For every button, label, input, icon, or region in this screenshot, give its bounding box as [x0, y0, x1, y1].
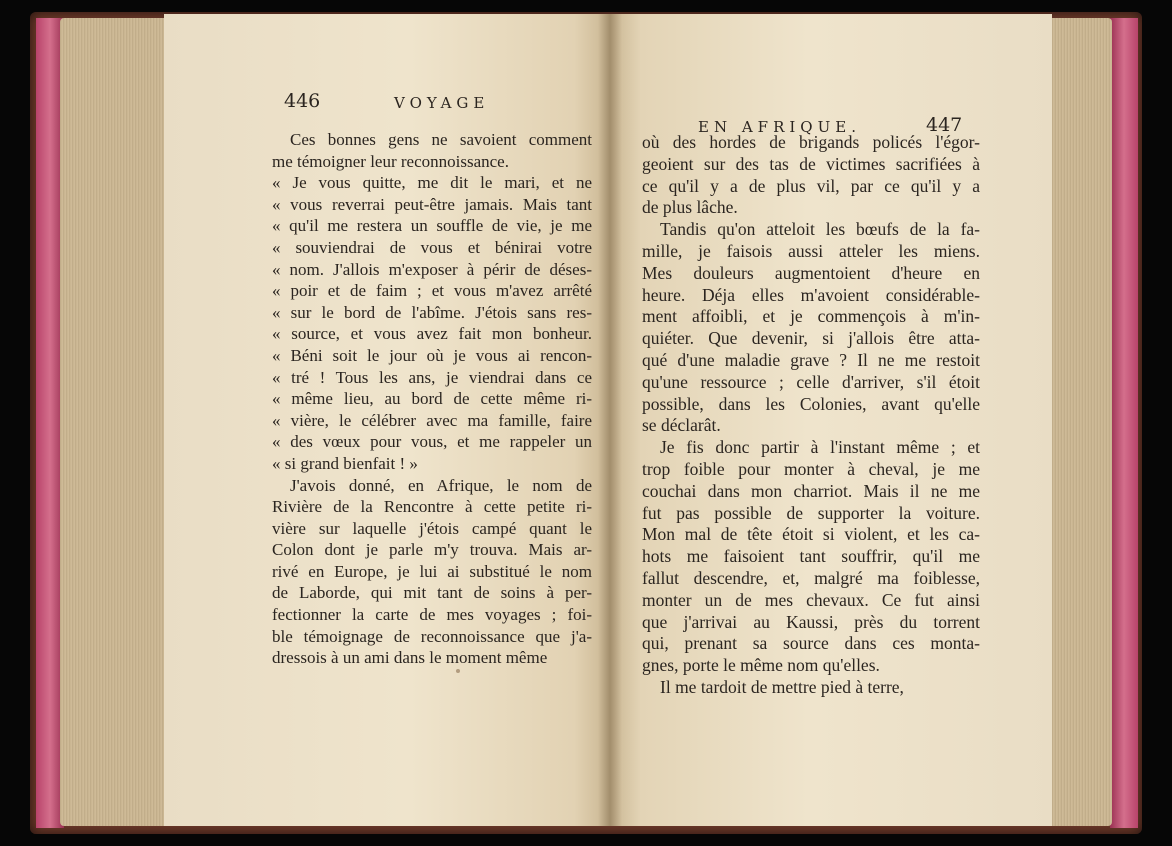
- text-line: qué d'une maladie grave ? Il ne me restoit: [642, 349, 980, 370]
- text-line: « Béni soit le jour où je vous ai rencon-: [272, 345, 592, 365]
- text-line: geoient sur des tas de victimes sacrifiées à: [642, 153, 980, 174]
- text-line: quiéter. Que devenir, si j'allois être atta-: [642, 328, 980, 349]
- text-line: ble témoignage de reconnoissance que j'a-: [272, 626, 592, 646]
- right-page: [610, 14, 1052, 826]
- text-line: où des hordes de brigands policés l'égor-: [642, 132, 980, 152]
- text-line: trop foible pour monter à cheval, je me: [642, 458, 980, 479]
- text-line: « source, et vous avez fait mon bonheur.: [272, 324, 592, 344]
- text-line: dressois à un ami dans le moment même: [272, 648, 548, 668]
- text-line: vière sur laquelle j'étois campé quant le: [272, 518, 592, 538]
- text-line: Mon mal de tête étoit si violent, et les ca-: [642, 524, 980, 545]
- text-line: « vous reverrai peut-être jamais. Mais tant: [272, 194, 592, 214]
- text-line: « si grand bienfait ! »: [272, 453, 418, 473]
- text-line: « poir et de faim ; et vous m'avez arrêté: [272, 281, 592, 301]
- page-edge-right: [1110, 18, 1138, 828]
- text-line: « Je vous quitte, me dit le mari, et ne: [272, 173, 592, 193]
- text-line: fectionner la carte de mes voyages ; foi-: [272, 605, 592, 625]
- text-line: J'avois donné, en Afrique, le nom de: [290, 475, 592, 495]
- text-line: rivé en Europe, je lui ai substitué le nom: [272, 561, 592, 581]
- book-gutter: [598, 14, 622, 826]
- text-line: gnes, porte le même nom qu'elles.: [642, 655, 880, 676]
- text-line: se déclarât.: [642, 415, 721, 436]
- text-line: hots me faisoient tant souffrir, qu'il me: [642, 546, 980, 567]
- text-line: Mes douleurs augmentoient d'heure en: [642, 262, 980, 283]
- text-line: monter un de mes chevaux. Ce fut ainsi: [642, 589, 980, 610]
- text-line: « souviendrai de vous et bénirai votre: [272, 237, 592, 257]
- text-line: possible, dans les Colonies, avant qu'elle: [642, 393, 980, 414]
- text-line: « tré ! Tous les ans, je viendrai dans ce: [272, 367, 592, 387]
- text-line: Rivière de la Rencontre à cette petite ri-: [272, 497, 592, 517]
- text-line: mille, je faisois aussi atteler les miens.: [642, 240, 980, 261]
- text-line: « sur le bord de l'abîme. J'étois sans res-: [272, 302, 592, 322]
- text-line: Ces bonnes gens ne savoient comment: [290, 130, 592, 149]
- text-line: Je fis donc partir à l'instant même ; et: [660, 437, 980, 458]
- text-line: heure. Déja elles m'avoient considérable-: [642, 284, 980, 305]
- text-line: Tandis qu'on atteloit les bœufs de la fa-: [660, 219, 980, 240]
- text-line: qui, prenant sa source dans ces monta-: [642, 633, 980, 654]
- text-line: de Laborde, qui mit tant de soins à per-: [272, 583, 592, 603]
- text-line: « même lieu, au bord de cette même ri-: [272, 389, 592, 409]
- text-line: ment affoibli, et je commençois à m'in-: [642, 306, 980, 327]
- text-line: Colon dont je parle m'y trouva. Mais ar-: [272, 540, 592, 560]
- left-page-text: [272, 129, 592, 669]
- paper-spot: [456, 669, 460, 673]
- text-line: fallut descendre, et, malgré ma foiblesse,: [642, 567, 980, 588]
- text-line: « qu'il me restera un souffle de vie, je me: [272, 216, 592, 236]
- text-line: « des vœux pour vous, et me rappeler un: [272, 432, 592, 452]
- text-line: me témoigner leur reconnoissance.: [272, 151, 509, 171]
- left-page-number: 446: [284, 90, 321, 112]
- right-page-text: [642, 132, 980, 699]
- text-block-edge-left: [60, 18, 166, 826]
- text-line: Il me tardoit de mettre pied à terre,: [660, 676, 904, 697]
- right-running-title: EN AFRIQUE.: [698, 118, 861, 136]
- text-line: que j'arrivai au Kaussi, près du torrent: [642, 611, 980, 632]
- text-line: qu'une ressource ; celle d'arriver, s'il étoit: [642, 371, 980, 392]
- text-line: couchai dans mon charriot. Mais il ne me: [642, 480, 980, 501]
- text-block-edge-right: [1050, 18, 1112, 826]
- right-page-number: 447: [926, 114, 963, 136]
- text-line: de plus lâche.: [642, 197, 738, 218]
- text-line: « vière, le célébrer avec ma famille, faire: [272, 410, 592, 430]
- text-line: « nom. J'allois m'exposer à périr de déses-: [272, 259, 592, 279]
- text-line: ce qu'il y a de plus vil, par ce qu'il y a: [642, 175, 980, 196]
- text-line: fut pas possible de supporter la voiture.: [642, 502, 980, 523]
- left-running-title: VOYAGE: [394, 94, 490, 112]
- left-page: [164, 14, 610, 826]
